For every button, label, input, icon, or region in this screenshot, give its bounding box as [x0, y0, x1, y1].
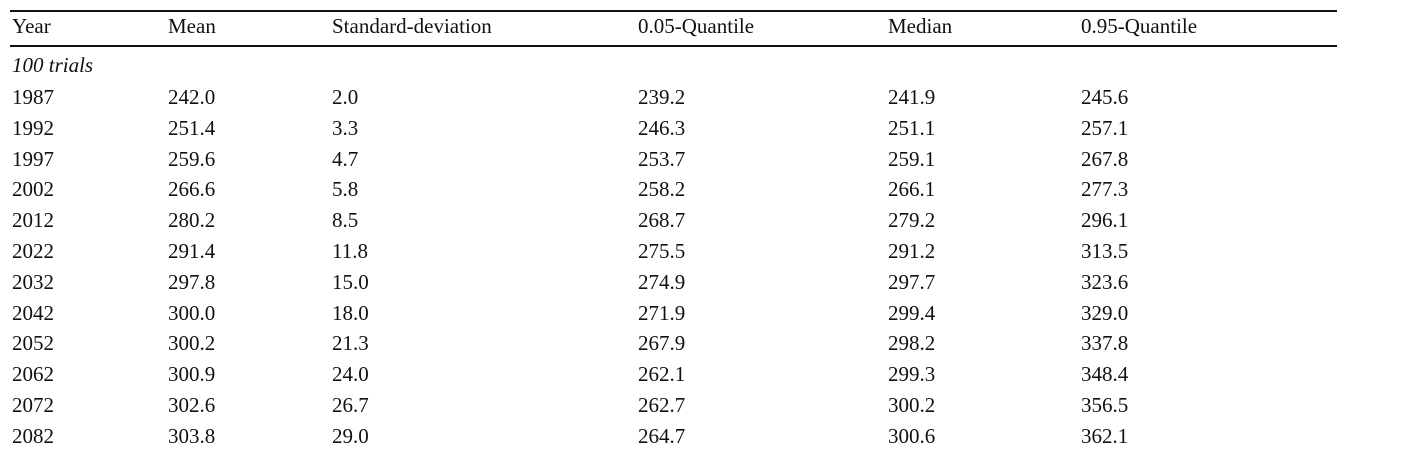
cell-mean: 300.9	[168, 362, 216, 386]
cell-median: 299.3	[888, 362, 936, 386]
cell-mean: 300.2	[168, 331, 216, 355]
header-year: Year	[12, 14, 51, 38]
cell-standard-deviation: 11.8	[332, 239, 368, 263]
cell-standard-deviation: 4.7	[332, 147, 359, 171]
cell-year: 1992	[12, 116, 54, 140]
header-rule	[10, 45, 1337, 47]
cell-median: 251.1	[888, 116, 936, 140]
cell-mean: 259.6	[168, 147, 216, 171]
cell-quantile-095: 362.1	[1081, 424, 1129, 448]
cell-median: 297.7	[888, 270, 936, 294]
cell-quantile-005: 246.3	[638, 116, 686, 140]
header-quantile-005: 0.05-Quantile	[638, 14, 755, 38]
cell-quantile-095: 323.6	[1081, 270, 1129, 294]
header-median: Median	[888, 14, 953, 38]
cell-mean: 251.4	[168, 116, 216, 140]
cell-median: 241.9	[888, 85, 936, 109]
cell-quantile-005: 271.9	[638, 301, 686, 325]
cell-quantile-095: 337.8	[1081, 331, 1129, 355]
cell-median: 266.1	[888, 177, 936, 201]
cell-quantile-095: 267.8	[1081, 147, 1129, 171]
cell-standard-deviation: 2.0	[332, 85, 359, 109]
cell-year: 1997	[12, 147, 54, 171]
cell-quantile-005: 275.5	[638, 239, 686, 263]
cell-mean: 302.6	[168, 393, 216, 417]
cell-year: 2082	[12, 424, 54, 448]
cell-quantile-095: 348.4	[1081, 362, 1129, 386]
top-rule	[10, 10, 1337, 12]
cell-mean: 266.6	[168, 177, 216, 201]
cell-year: 2062	[12, 362, 54, 386]
cell-quantile-005: 264.7	[638, 424, 686, 448]
cell-median: 298.2	[888, 331, 936, 355]
cell-standard-deviation: 21.3	[332, 331, 369, 355]
cell-mean: 297.8	[168, 270, 216, 294]
cell-median: 279.2	[888, 208, 936, 232]
cell-standard-deviation: 18.0	[332, 301, 369, 325]
cell-year: 1987	[12, 85, 54, 109]
header-mean: Mean	[168, 14, 216, 38]
cell-median: 299.4	[888, 301, 936, 325]
cell-standard-deviation: 15.0	[332, 270, 369, 294]
section-label: 100 trials	[12, 53, 94, 77]
cell-mean: 303.8	[168, 424, 216, 448]
cell-median: 259.1	[888, 147, 936, 171]
cell-median: 300.2	[888, 393, 936, 417]
cell-quantile-095: 313.5	[1081, 239, 1129, 263]
cell-year: 2052	[12, 331, 54, 355]
cell-quantile-005: 268.7	[638, 208, 686, 232]
cell-median: 291.2	[888, 239, 936, 263]
cell-median: 300.6	[888, 424, 936, 448]
cell-quantile-095: 296.1	[1081, 208, 1129, 232]
cell-standard-deviation: 5.8	[332, 177, 359, 201]
cell-quantile-095: 245.6	[1081, 85, 1129, 109]
header-standard-deviation: Standard-deviation	[332, 14, 492, 38]
cell-standard-deviation: 3.3	[332, 116, 359, 140]
cell-standard-deviation: 26.7	[332, 393, 369, 417]
cell-year: 2002	[12, 177, 54, 201]
cell-year: 2042	[12, 301, 54, 325]
cell-year: 2022	[12, 239, 54, 263]
cell-mean: 242.0	[168, 85, 216, 109]
cell-quantile-005: 274.9	[638, 270, 686, 294]
cell-year: 2072	[12, 393, 54, 417]
cell-mean: 300.0	[168, 301, 216, 325]
cell-standard-deviation: 8.5	[332, 208, 359, 232]
cell-quantile-005: 262.1	[638, 362, 686, 386]
cell-standard-deviation: 24.0	[332, 362, 369, 386]
cell-quantile-095: 356.5	[1081, 393, 1129, 417]
cell-quantile-095: 329.0	[1081, 301, 1129, 325]
cell-quantile-095: 277.3	[1081, 177, 1129, 201]
cell-year: 2012	[12, 208, 54, 232]
cell-mean: 291.4	[168, 239, 216, 263]
header-quantile-095: 0.95-Quantile	[1081, 14, 1198, 38]
cell-standard-deviation: 29.0	[332, 424, 369, 448]
cell-quantile-005: 262.7	[638, 393, 686, 417]
cell-year: 2032	[12, 270, 54, 294]
cell-mean: 280.2	[168, 208, 216, 232]
cell-quantile-005: 267.9	[638, 331, 686, 355]
cell-quantile-095: 257.1	[1081, 116, 1129, 140]
cell-quantile-005: 258.2	[638, 177, 686, 201]
cell-quantile-005: 253.7	[638, 147, 686, 171]
cell-quantile-005: 239.2	[638, 85, 686, 109]
